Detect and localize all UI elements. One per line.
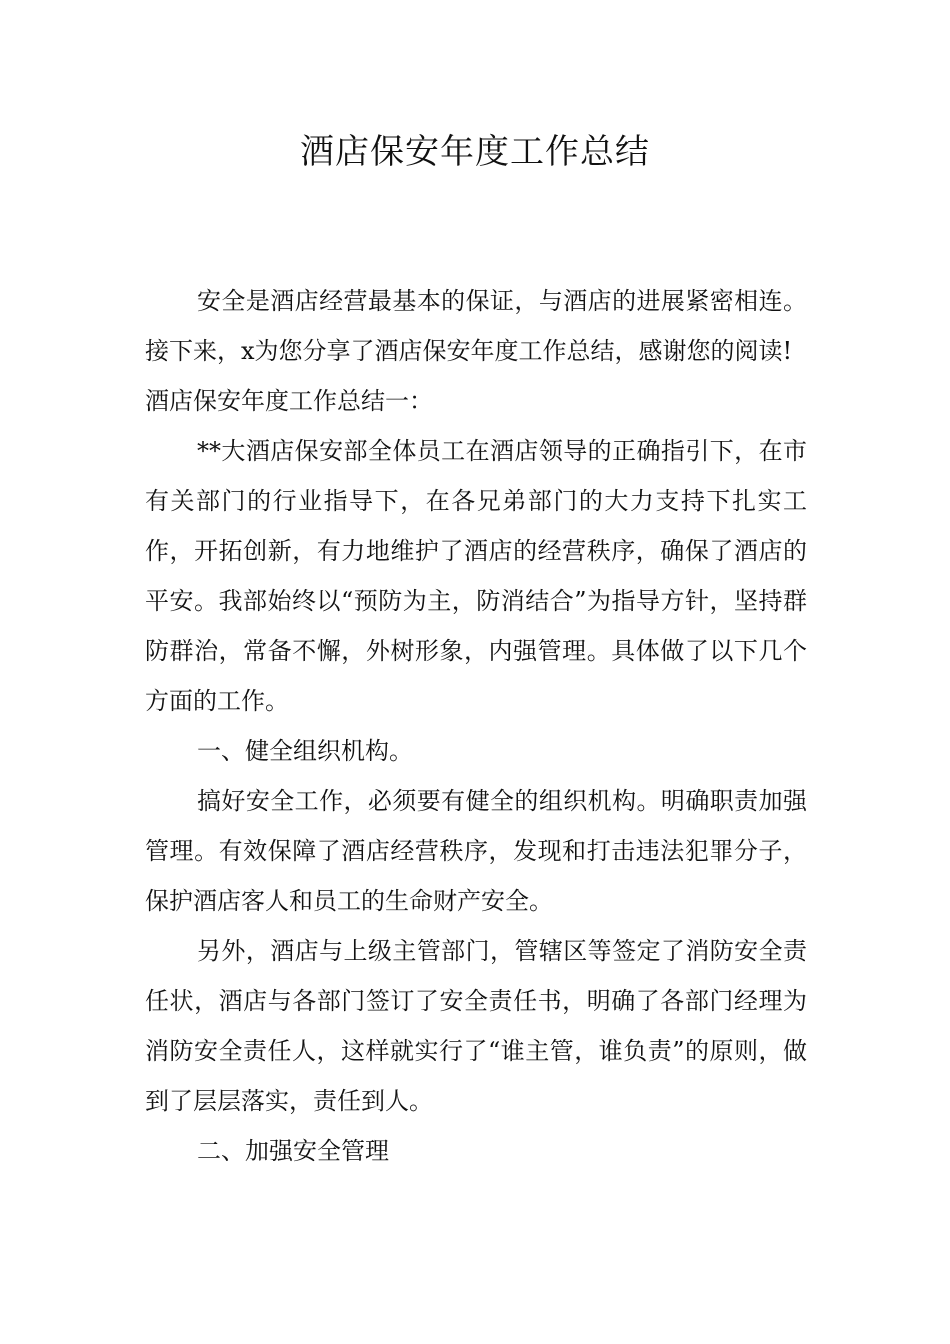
intro-paragraph: 安全是酒店经营最基本的保证，与酒店的进展紧密相连。接下来，x为您分享了酒店保安年度工作总结，感谢您的阅读! <box>145 287 807 365</box>
document-title: 酒店保安年度工作总结 <box>300 132 650 172</box>
subsection-heading-organization: 一、健全组织机构。 <box>197 737 413 765</box>
responsibility-paragraph: 另外，酒店与上级主管部门，管辖区等签定了消防安全责任状，酒店与各部门签订了安全责任书，明确了各部门经理为消防安全责任人，这样就实行了“谁主管，谁负责”的原则，做到了层层落实，责任到人。 <box>145 937 807 1115</box>
overview-paragraph: **大酒店保安部全体员工在酒店领导的正确指引下，在市有关部门的行业指导下，在各兄弟部门的大力支持下扎实工作，开拓创新，有力地维护了酒店的经营秩序，确保了酒店的平安。我部始终以“预防为主，防消结合”为指导方针，坚持群防群治，常备不懈，外树形象，内强管理。具体做了以下几个方面的工作。 <box>145 437 807 715</box>
organization-paragraph: 搞好安全工作，必须要有健全的组织机构。明确职责加强管理。有效保障了酒店经营秩序，发现和打击违法犯罪分子，保护酒店客人和员工的生命财产安全。 <box>145 787 807 915</box>
section-heading-summary-one: 酒店保安年度工作总结一： <box>145 387 433 415</box>
document-body <box>145 276 807 1176</box>
subsection-heading-safety-management: 二、加强安全管理 <box>197 1137 389 1165</box>
